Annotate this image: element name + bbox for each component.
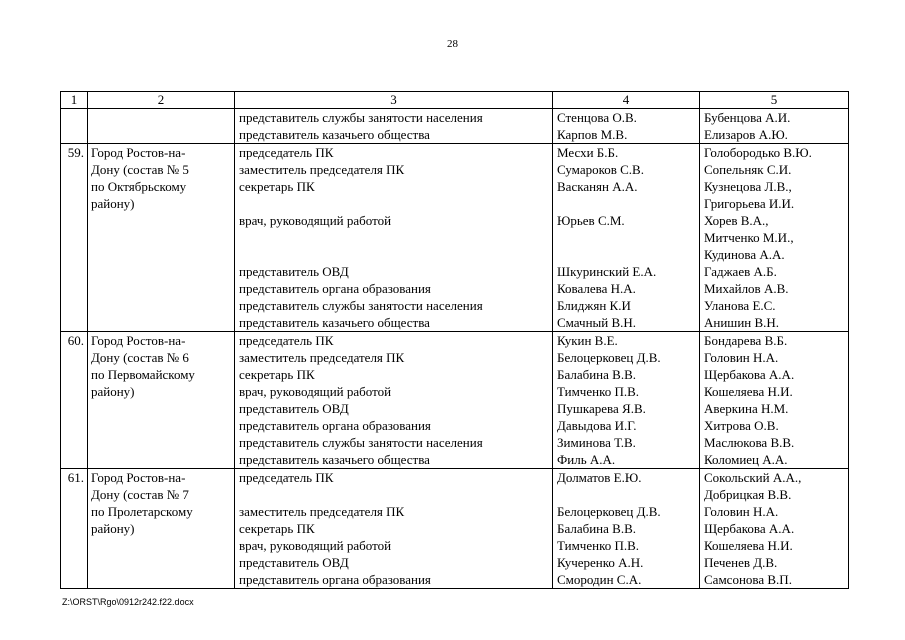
cell-line: представитель органа образования xyxy=(239,281,431,296)
cell-line: врач, руководящий работой xyxy=(239,538,392,553)
cell-line: представитель казачьего общества xyxy=(239,315,430,330)
cell-line: Блиджян К.И xyxy=(557,298,631,313)
cell-roles xyxy=(235,109,553,144)
cell-line: Головин Н.А. xyxy=(704,350,779,365)
cell-line: председатель ПК xyxy=(239,470,334,485)
cell-line: Михайлов А.В. xyxy=(704,281,789,296)
cell-line: Кузнецова Л.В., xyxy=(704,179,792,194)
table-row xyxy=(61,109,849,144)
cell-line: секретарь ПК xyxy=(239,367,315,382)
cell-line: Тимченко П.В. xyxy=(557,538,640,553)
cell-roles xyxy=(235,144,553,332)
column-header: 3 xyxy=(235,92,553,109)
cell-line: Стенцова О.В. xyxy=(557,110,637,125)
cell-line: Кошеляева Н.И. xyxy=(704,384,793,399)
cell-line: Белоцерковец Д.В. xyxy=(557,504,661,519)
cell-line: Хитрова О.В. xyxy=(704,418,779,433)
cell-line: Смачный В.Н. xyxy=(557,315,637,330)
cell-line: Тимченко П.В. xyxy=(557,384,640,399)
cell-line: представитель казачьего общества xyxy=(239,127,430,142)
cell-line: представитель ОВД xyxy=(239,264,349,279)
cell-line: Город Ростов-на- xyxy=(91,333,186,348)
cell-line: Васканян А.А. xyxy=(557,179,638,194)
cell-line: представитель ОВД xyxy=(239,555,349,570)
cell-line: Бондарева В.Б. xyxy=(704,333,788,348)
cell-line: Кудинова А.А. xyxy=(704,247,785,262)
column-header: 5 xyxy=(700,92,849,109)
cell-line: Дону (состав № 7 xyxy=(91,487,189,502)
cell-line: Зиминова Т.В. xyxy=(557,435,636,450)
cell-members xyxy=(553,144,700,332)
cell-line: Долматов Е.Ю. xyxy=(557,470,642,485)
cell-line: представитель казачьего общества xyxy=(239,452,430,467)
cell-line xyxy=(553,486,699,503)
cell-line: Митченко М.И., xyxy=(704,230,794,245)
cell-line: Кучеренко А.Н. xyxy=(557,555,644,570)
cell-line: врач, руководящий работой xyxy=(239,384,392,399)
cell-line xyxy=(235,229,552,246)
cell-line: Сокольский А.А., xyxy=(704,470,802,485)
cell-line: представитель ОВД xyxy=(239,401,349,416)
column-header: 2 xyxy=(88,92,235,109)
cell-members xyxy=(553,109,700,144)
cell-line: району) xyxy=(91,196,135,211)
cell-line: Печенев Д.В. xyxy=(704,555,778,570)
cell-line: Ковалева Н.А. xyxy=(557,281,636,296)
cell-line: району) xyxy=(91,384,135,399)
cell-line: Хорев В.А., xyxy=(704,213,769,228)
cell-num xyxy=(61,332,88,469)
cell-line: председатель ПК xyxy=(239,333,334,348)
cell-num xyxy=(61,109,88,144)
cell-line: Юрьев С.М. xyxy=(557,213,625,228)
cell-line: Месхи Б.Б. xyxy=(557,145,619,160)
cell-line: Филь А.А. xyxy=(557,452,616,467)
cell-line xyxy=(553,195,699,212)
column-header: 1 xyxy=(61,92,88,109)
row-number: 59. xyxy=(67,145,84,160)
cell-line: представитель органа образования xyxy=(239,418,431,433)
cell-line xyxy=(235,246,552,263)
cell-line: Дону (состав № 5 xyxy=(91,162,189,177)
cell-line: заместитель председателя ПК xyxy=(239,162,405,177)
cell-line: представитель службы занятости населения xyxy=(239,110,483,125)
cell-line: Карпов М.В. xyxy=(557,127,628,142)
cell-line: Коломиец А.А. xyxy=(704,452,788,467)
cell-reserve xyxy=(700,469,849,589)
cell-line: Уланова Е.С. xyxy=(704,298,776,313)
cell-reserve xyxy=(700,144,849,332)
file-path-footer: Z:\ORST\Rgo\0912r242.f22.docx xyxy=(62,597,194,607)
cell-line: Маслюкова В.В. xyxy=(704,435,795,450)
row-number: 60. xyxy=(67,333,84,348)
cell-line: Кукин В.Е. xyxy=(557,333,618,348)
cell-line xyxy=(553,246,699,263)
column-header: 4 xyxy=(553,92,700,109)
cell-line xyxy=(553,229,699,246)
cell-line: Бубенцова А.И. xyxy=(704,110,791,125)
cell-line: по Первомайскому xyxy=(91,367,195,382)
cell-line: представитель службы занятости населения xyxy=(239,435,483,450)
cell-line: Смородин С.А. xyxy=(557,572,642,587)
cell-line: Белоцерковец Д.В. xyxy=(557,350,661,365)
table-row xyxy=(61,332,849,469)
cell-line: Аверкина Н.М. xyxy=(704,401,789,416)
cell-line: председатель ПК xyxy=(239,145,334,160)
cell-line: Сумароков С.В. xyxy=(557,162,644,177)
cell-line: Балабина В.В. xyxy=(557,367,636,382)
cell-line: секретарь ПК xyxy=(239,179,315,194)
row-number: 61. xyxy=(67,470,84,485)
cell-line: секретарь ПК xyxy=(239,521,315,536)
cell-line xyxy=(235,486,552,503)
cell-line: Сопельняк С.И. xyxy=(704,162,792,177)
cell-line: Гаджаев А.Б. xyxy=(704,264,777,279)
row-number xyxy=(61,109,87,126)
cell-line: Давыдова И.Г. xyxy=(557,418,637,433)
cell-line: Дону (состав № 6 xyxy=(91,350,189,365)
table-row xyxy=(61,469,849,589)
cell-line: Балабина В.В. xyxy=(557,521,636,536)
cell-name xyxy=(88,109,235,144)
page-number: 28 xyxy=(447,38,458,50)
commission-table xyxy=(60,91,849,589)
cell-name xyxy=(88,332,235,469)
cell-line: Щербакова А.А. xyxy=(704,521,795,536)
cell-num xyxy=(61,144,88,332)
cell-line: Елизаров А.Ю. xyxy=(704,127,788,142)
cell-name xyxy=(88,144,235,332)
cell-line: Шкуринский Е.А. xyxy=(557,264,657,279)
cell-line: Григорьева И.И. xyxy=(704,196,795,211)
cell-line: заместитель председателя ПК xyxy=(239,504,405,519)
cell-line: представитель службы занятости населения xyxy=(239,298,483,313)
cell-line: представитель органа образования xyxy=(239,572,431,587)
cell-members xyxy=(553,469,700,589)
cell-line: Анишин В.Н. xyxy=(704,315,780,330)
table-body xyxy=(61,109,849,589)
cell-line: Город Ростов-на- xyxy=(91,145,186,160)
cell-line: Пушкарева Я.В. xyxy=(557,401,646,416)
cell-line: Город Ростов-на- xyxy=(91,470,186,485)
header-row xyxy=(61,92,849,109)
cell-line: заместитель председателя ПК xyxy=(239,350,405,365)
cell-members xyxy=(553,332,700,469)
cell-reserve xyxy=(700,332,849,469)
cell-line: Щербакова А.А. xyxy=(704,367,795,382)
cell-num xyxy=(61,469,88,589)
cell-line: району) xyxy=(91,521,135,536)
cell-line: Добрицкая В.В. xyxy=(704,487,792,502)
table-row xyxy=(61,144,849,332)
cell-line: Голобородько В.Ю. xyxy=(704,145,812,160)
cell-line: по Октябрьскому xyxy=(91,179,187,194)
cell-reserve xyxy=(700,109,849,144)
cell-line: Кошеляева Н.И. xyxy=(704,538,793,553)
cell-line: по Пролетарскому xyxy=(91,504,193,519)
cell-roles xyxy=(235,469,553,589)
cell-name xyxy=(88,469,235,589)
cell-line: врач, руководящий работой xyxy=(239,213,392,228)
cell-line xyxy=(235,195,552,212)
cell-line: Головин Н.А. xyxy=(704,504,779,519)
cell-roles xyxy=(235,332,553,469)
cell-line: Самсонова В.П. xyxy=(704,572,792,587)
